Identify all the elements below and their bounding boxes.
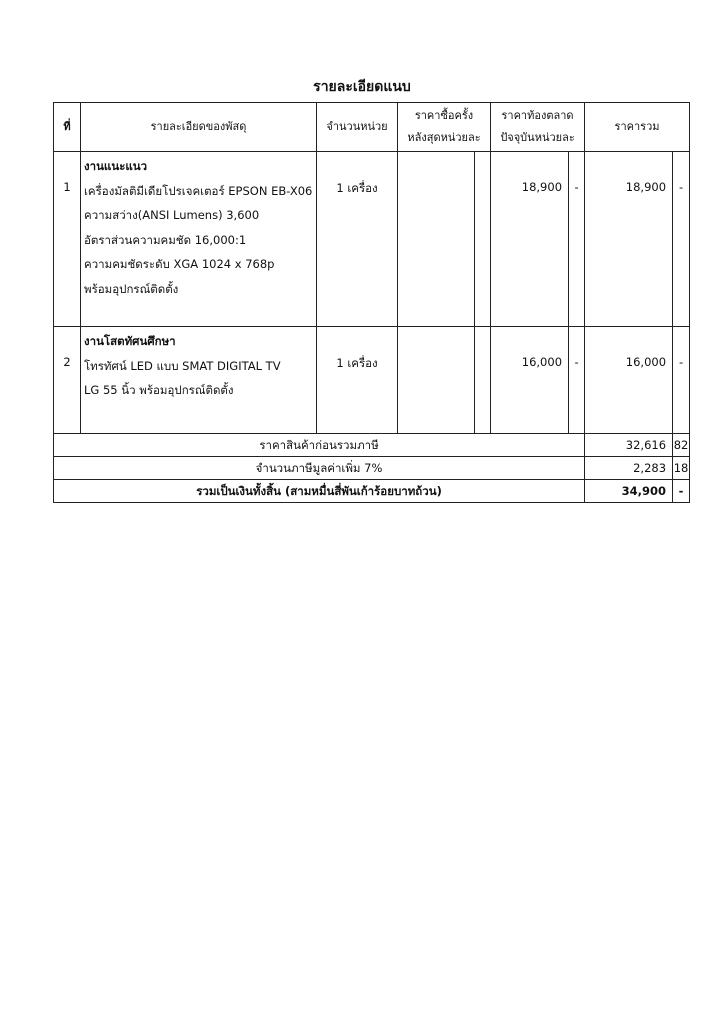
item-last-price-satang [475,327,491,434]
subtotal-amount: 32,616 [585,434,673,457]
item-last-price [398,327,475,434]
item-number: 1 [54,152,81,327]
header-last-price-line1: ราคาซื้อครั้ง [414,109,474,122]
item-description [81,327,317,434]
header-market-price [491,103,585,152]
grand-total-amount: 34,900 [585,480,673,503]
item-total: 16,000 [585,327,673,434]
item-last-price [398,152,475,327]
vat-satang: 18 [673,457,690,480]
item-market-price: 16,000 [491,327,569,434]
item-last-price-satang [475,152,491,327]
grand-total-satang: - [673,480,690,503]
table-row [54,152,690,327]
header-market-price-line2: ปัจจุบันหน่วยละ [500,131,575,144]
item-total-satang: - [673,152,690,327]
header-last-price [398,103,491,152]
item-market-price-satang: - [569,327,585,434]
item-market-price: 18,900 [491,152,569,327]
item-market-price-satang: - [569,152,585,327]
item-description-line: ความสว่าง(ANSI Lumens) 3,600 [84,208,260,222]
header-last-price-line2: หลังสุดหน่วยละ [407,131,481,144]
header-market-price-line1: ราคาท้องตลาด [501,109,574,122]
item-quantity: 1 เครื่อง [317,152,398,327]
header-quantity: จำนวนหน่วย [317,103,398,152]
vat-amount: 2,283 [585,457,673,480]
item-total-satang: - [673,327,690,434]
grand-total-label: รวมเป็นเงินทั้งสิ้น (สามหมื่นสี่พันเก้าร้อยบาทถ้วน) [54,480,585,503]
subtotal-satang: 82 [673,434,690,457]
document-title: รายละเอียดแนบ [313,79,411,95]
vat-label: จำนวนภาษีมูลค่าเพิ่ม 7% [54,457,585,480]
subtotal-label: ราคาสินค้าก่อนรวมภาษี [54,434,585,457]
item-description-line: พร้อมอุปกรณ์ติดตั้ง [84,281,179,296]
item-description-line: ความคมชัดระดับ XGA 1024 x 768p [84,257,275,271]
grand-total-row [54,480,690,503]
vat-row [54,457,690,480]
item-category: งานโสตทัศนศึกษา [84,334,176,348]
item-quantity: 1 เครื่อง [317,327,398,434]
item-total: 18,900 [585,152,673,327]
table-row [54,327,690,434]
item-description-line: อัตราส่วนความคมชัด 16,000:1 [84,232,247,247]
header-description: รายละเอียดของพัสดุ [81,103,317,152]
item-number: 2 [54,327,81,434]
table-header-row [54,103,690,152]
header-total: ราคารวม [585,103,690,152]
items-table [53,102,690,503]
item-description [81,152,317,327]
item-description-line: โทรทัศน์ LED แบบ SMAT DIGITAL TV [84,358,281,373]
item-description-line: เครื่องมัลติมีเดียโปรเจคเตอร์ EPSON EB-X06 [84,183,313,198]
item-description-line: LG 55 นิ้ว พร้อมอุปกรณ์ติดตั้ง [84,383,234,397]
header-no: ที่ [54,103,81,152]
subtotal-row [54,434,690,457]
item-category: งานแนะแนว [84,159,148,173]
